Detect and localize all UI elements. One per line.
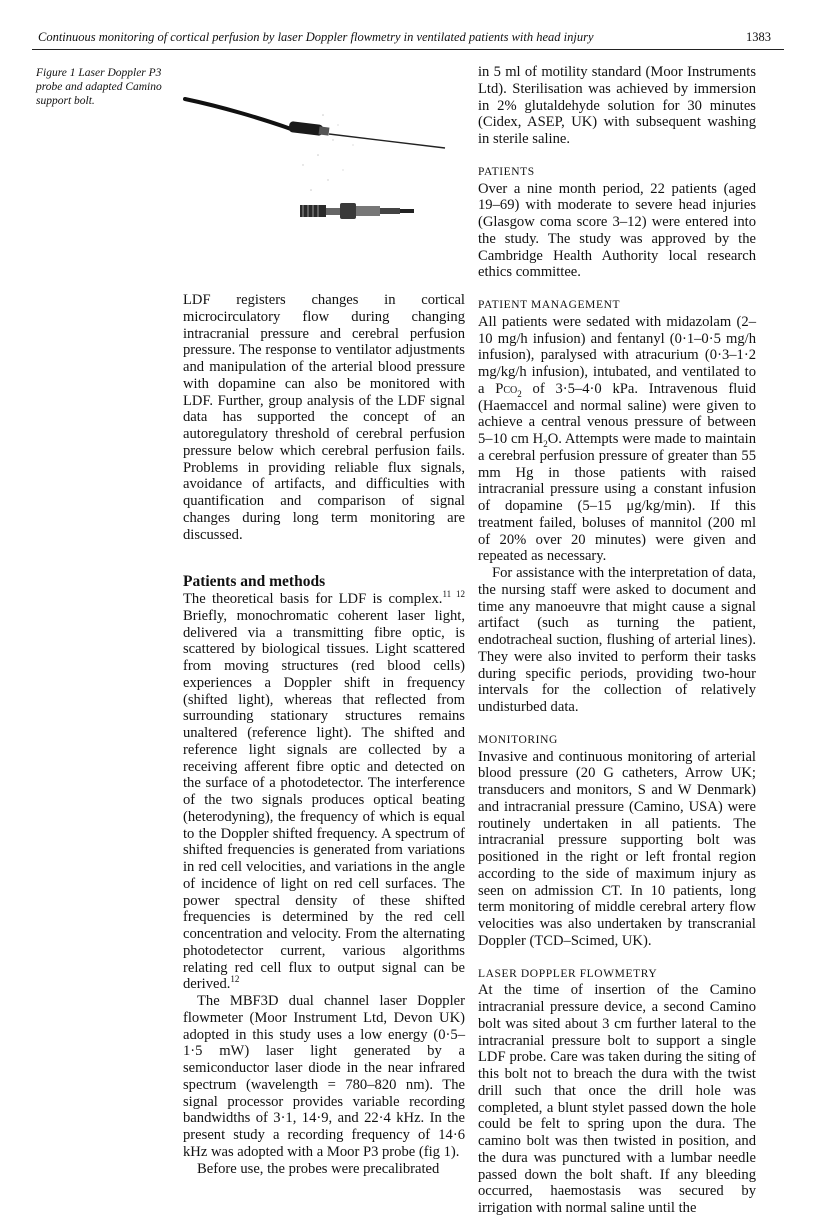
management-paragraph-1 [478,314,756,565]
running-title: Continuous monitoring of cortical perfusion by laser Doppler flowmetry in ventilated patients with head injury [38,30,594,44]
monitoring-heading: MONITORING [478,733,558,746]
camino-bolt [300,203,414,219]
ldf-paragraph: At the time of insertion of the Camino intracranial pressure device, a second Camino bolt was sited about 3 cm further lateral to the intracranial pressure bolt to support a single LDF probe. Care was taken during the siting of this bolt not to breach the dura with the twist drill such that once the drill hole was completed, a blunt stylet passed down the hole could be felt to spring upon the dura. The camino bolt was then twisted in position, and the dura was punctured with a lumbar needle passed down the bolt shaft. If any bleeding occurred, haemostasis was secured by irrigation with normal saline until the [478,982,756,1216]
citation-12: 12 [230,974,240,985]
mgmt-text-a: All patients were sedated with midazolam (2–10 mg/h infusion) and fentanyl (0·1–0·5 mg/h infusion), paralysed with atracurium (0·3–1·2 mg/kg/h infusion), intubated, and ventilated to a P [478,313,756,397]
mgmt-text-c: O. Attempts were made to maintain a cerebral perfusion pressure of greater than 55 mm Hg in those patients with raised intracranial pressure using a constant infusion of dopamine (5–15 μg/kg/min). If this treatment failed, boluses of mannitol (200 ml of 20% over 20 minutes) were given and repeated as necessary. [478,431,756,565]
h2o-subscript: 2 [543,438,548,449]
page-number: 1383 [746,30,771,44]
methods-paragraph-2: The MBF3D dual channel laser Doppler flowmeter (Moor Instrument Ltd, Devon UK) adopted in this study uses a low energy (0·5–1·5 mW) laser light generated by a semiconductor laser diode in the near infrared spectrum (wavelength = 780–820 nm). The signal processor provides variable recording bandwidths of 3·1, 14·9, and 22·4 kHz. In the present study a recording frequency of 14·6 kHz was adopted with a Moor P3 probe (fig 1). [183,993,465,1160]
probe-body [288,121,323,136]
probe-cable [185,99,291,129]
probe-figure [183,85,473,245]
probe-needle [329,134,445,148]
ldf-heading: LASER DOPPLER FLOWMETRY [478,967,658,980]
monitoring-paragraph: Invasive and continuous monitoring of arterial blood pressure (20 G catheters, Arrow UK; transducers and monitors, S and W Denmark) and intracranial pressure (Camino, USA) were routinely undertaken in all patients. The intracranial pressure supporting bolt was positioned in the right or left frontal region according to the side of maximum injury as seen on admission CT. In 10 patients, long term monitoring of middle cerebral artery flow velocities was also undertaken by transcranial Doppler (TCD–Scimed, UK). [478,748,756,949]
methods-paragraph-3: Before use, the probes were precalibrated [197,1160,440,1177]
patients-heading: PATIENTS [478,165,535,178]
sterilisation-paragraph: in 5 ml of motility standard (Moor Instruments Ltd). Sterilisation was achieved by immersion in 2% glutaldehyde solution for 30 minutes (Cidex, ASEP, UK) with subsequent washing in sterile saline. [478,64,756,147]
methods-paragraph-1 [183,591,465,993]
patients-paragraph: Over a nine month period, 22 patients (aged 19–69) with moderate to severe head injuries (Glasgow coma score 3–12) were entered into the study. The study was approved by the Cambridge Health Authority local research ethics committee. [478,180,756,281]
pco2-subscript: 2 [517,388,522,399]
figure-caption: Figure 1 Laser Doppler P3 probe and adapted Camino support bolt. [36,67,162,107]
patient-management-heading: PATIENT MANAGEMENT [478,299,621,311]
abstract-end: LDF registers changes in cortical microcirculatory flow during changing intracranial pressure and cerebral perfusion pressure. The response to ventilator adjustments and manipulation of the arterial blood pressure with dopamine can also be monitored with LDF. Further, group analysis of the LDF signal data has supported the concept of an autoregulatory threshold of cerebral perfusion pressure below which cerebral perfusion fails. Problems in providing reliable flux signals, avoidance of artifacts, and difficulties with quantification and comparison of signal changes during long term monitoring are discussed. [183,292,465,543]
right-column [478,64,756,1217]
header-rule [32,49,784,50]
probe-collar [319,126,330,135]
left-column [183,292,465,1177]
methods-p1-body: Briefly, monochromatic coherent laser light, delivered via a transmitting fibre optic, is scattered by biological tissues. Light scattered from moving structures (red blood cells) experiences a Doppler shift in frequency (shifted light), whereas that reflected from surrounding stationary structures remains unaltered (reference light). The shifted and reference light signals are collected by a receiving afferent fibre optic and detected on the surface of a photodetector. The interference of the two signals produces optical beating (heterodyning), the frequency of which is equal to the Doppler shifted frequency. A spectrum of shifted frequencies is generated from variations in red cell velocities, and variations in the angle of incidence of light on red cell surfaces. The power spectral density of these shifted frequencies is determined by the red cell concentration and velocity. From the alternating photodetector current, various algorithms relating red cell flux to output signal can be derived. [183,607,465,993]
mgmt-text-b: of 3·5–4·0 kPa. Intravenous fluid (Haemaccel and normal saline) were given to achieve a central venous pressure of between 5–10 cm H [478,380,756,447]
citation-11-12: 11 12 [442,589,465,600]
methods-heading: Patients and methods [183,573,326,591]
pco-small-caps: co [503,380,518,397]
methods-p1-start: The theoretical basis for LDF is complex. [183,591,443,607]
management-paragraph-2: For assistance with the interpretation of data, the nursing staff were asked to document and time any manoeuvre that might cause a signal artifact (such as turning the patient, endotracheal suction, flushing of arterial lines). They were also invited to perform their tasks during specific periods, providing two-hour intervals for the collection of relatively undisturbed data. [478,565,756,715]
